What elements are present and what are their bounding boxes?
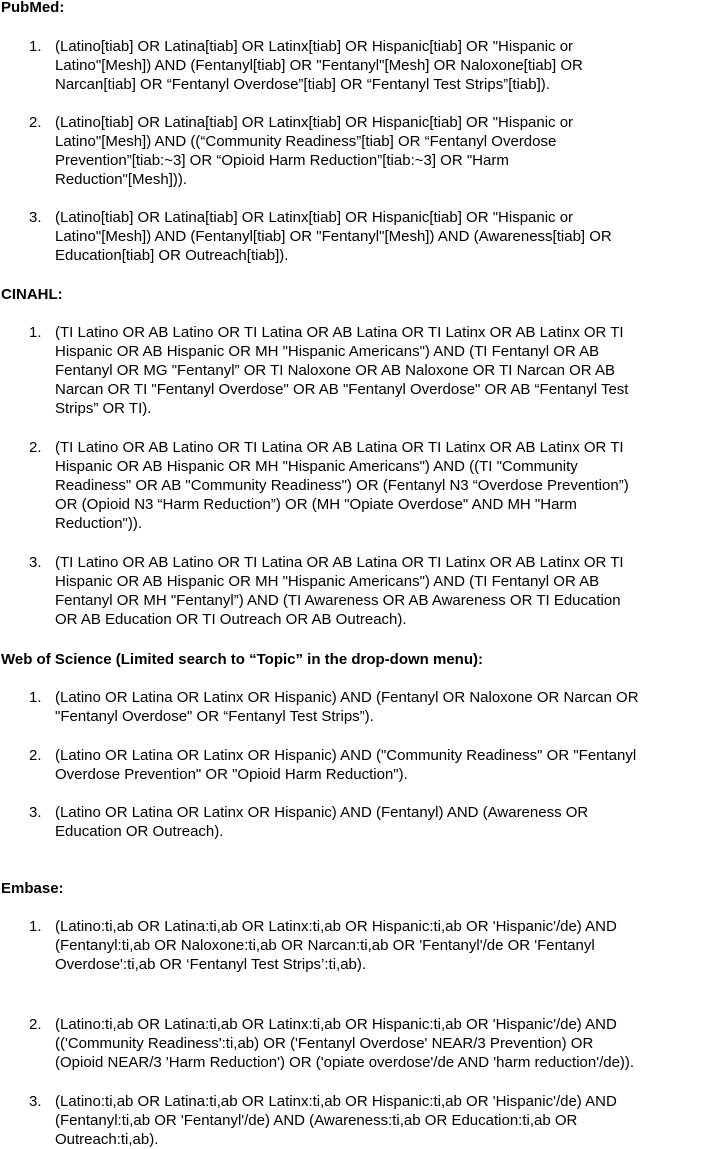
query-line: Latino"[Mesh]) AND ((“Community Readiness”[tiab] OR “Fentanyl Overdose [55,133,557,150]
query-line: (Fentanyl:ti,ab OR Naloxone:ti,ab OR Narcan:ti,ab OR 'Fentanyl'/de OR 'Fentanyl [55,937,595,954]
query-line: OR AB Education OR TI Outreach OR AB Outreach). [55,611,407,628]
list-number: 3. [29,209,42,226]
query-line: Readiness" OR AB "Community Readiness") OR (Fentanyl N3 “Overdose Prevention”) [55,477,629,494]
query-line: Reduction"[Mesh])). [55,171,188,188]
list-number: 2. [29,439,42,456]
list-number: 3. [29,1093,42,1110]
query-line: Hispanic OR AB Hispanic OR MH "Hispanic Americans") AND ((TI "Community [55,458,578,475]
list-number: 1. [29,324,42,341]
query-line: Overdose Prevention" OR "Opioid Harm Reduction"). [55,766,408,783]
list-number: 2. [29,1016,42,1033]
query-line: (TI Latino OR AB Latino OR TI Latina OR AB Latina OR TI Latinx OR AB Latinx OR TI [55,324,624,341]
list-number: 2. [29,114,42,131]
list-number: 1. [29,689,42,706]
query-line: Narcan OR TI "Fentanyl Overdose" OR AB "Fentanyl Overdose" OR AB “Fentanyl Test [55,381,629,398]
query-line: (('Community Readiness':ti,ab) OR ('Fentanyl Overdose' NEAR/3 Prevention) OR [55,1035,594,1052]
list-number: 2. [29,747,42,764]
query-line: Prevention”[tiab:~3] OR “Opioid Harm Reduction”[tiab:~3] OR "Harm [55,152,509,169]
query-line: Strips” OR TI). [55,400,152,417]
query-line: Overdose':ti,ab OR ‘Fentanyl Test Strips’:ti,ab). [55,956,367,973]
query-line: (Latino:ti,ab OR Latina:ti,ab OR Latinx:ti,ab OR Hispanic:ti,ab OR 'Hispanic'/de) AND [55,1016,617,1033]
query-line: (Latino OR Latina OR Latinx OR Hispanic) AND (Fentanyl OR Naloxone OR Narcan OR [55,689,639,706]
list-number: 3. [29,554,42,571]
query-line: (Latino[tiab] OR Latina[tiab] OR Latinx[tiab] OR Hispanic[tiab] OR "Hispanic or [55,114,574,131]
query-line: (Latino OR Latina OR Latinx OR Hispanic) AND (Fentanyl) AND (Awareness OR [55,804,589,821]
section-heading-embase: Embase: [1,880,64,897]
query-line: (TI Latino OR AB Latino OR TI Latina OR AB Latina OR TI Latinx OR AB Latinx OR TI [55,439,624,456]
query-line: Outreach:ti,ab). [55,1131,159,1148]
query-line: Hispanic OR AB Hispanic OR MH "Hispanic Americans") AND (TI Fentanyl OR AB [55,343,600,360]
list-number: 1. [29,38,42,55]
query-line: Reduction")). [55,515,143,532]
section-heading-cinahl: CINAHL: [1,286,63,303]
query-line: (Opioid NEAR/3 'Harm Reduction') OR ('opiate overdose'/de AND 'harm reduction'/de)). [55,1054,635,1071]
query-line: Education OR Outreach). [55,823,224,840]
query-line: (Latino:ti,ab OR Latina:ti,ab OR Latinx:ti,ab OR Hispanic:ti,ab OR 'Hispanic'/de) AND [55,918,617,935]
query-line: Latino"[Mesh]) AND (Fentanyl[tiab] OR "Fentanyl"[Mesh] OR Naloxone[tiab] OR [55,57,583,74]
query-line: "Fentanyl Overdose" OR “Fentanyl Test Strips”). [55,708,374,725]
query-line: (Fentanyl:ti,ab OR 'Fentanyl'/de) AND (Awareness:ti,ab OR Education:ti,ab OR [55,1112,578,1129]
section-heading-pubmed: PubMed: [1,0,65,16]
section-heading-web-of-science: Web of Science (Limited search to “Topic” in the drop-down menu): [1,651,483,668]
list-number: 3. [29,804,42,821]
query-line: (Latino[tiab] OR Latina[tiab] OR Latinx[tiab] OR Hispanic[tiab] OR "Hispanic or [55,209,574,226]
query-line: OR (Opioid N3 “Harm Reduction”) OR (MH "Opiate Overdose" AND MH "Harm [55,496,577,513]
query-line: (Latino OR Latina OR Latinx OR Hispanic) AND ("Community Readiness" OR "Fentanyl [55,747,637,764]
query-line: Narcan[tiab] OR “Fentanyl Overdose”[tiab] OR “Fentanyl Test Strips”[tiab]). [55,76,550,93]
query-line: Fentanyl OR MG "Fentanyl” OR TI Naloxone OR AB Naloxone OR TI Narcan OR AB [55,362,615,379]
query-line: (Latino[tiab] OR Latina[tiab] OR Latinx[tiab] OR Hispanic[tiab] OR "Hispanic or [55,38,574,55]
query-line: Fentanyl OR MH "Fentanyl”) AND (TI Awareness OR AB Awareness OR TI Education [55,592,621,609]
query-line: (TI Latino OR AB Latino OR TI Latina OR AB Latina OR TI Latinx OR AB Latinx OR TI [55,554,624,571]
query-line: Latino"[Mesh]) AND (Fentanyl[tiab] OR "Fentanyl"[Mesh]) AND (Awareness[tiab] OR [55,228,612,245]
query-line: (Latino:ti,ab OR Latina:ti,ab OR Latinx:ti,ab OR Hispanic:ti,ab OR 'Hispanic'/de) AND [55,1093,617,1110]
query-line: Hispanic OR AB Hispanic OR MH "Hispanic Americans") AND (TI Fentanyl OR AB [55,573,600,590]
list-number: 1. [29,918,42,935]
query-line: Education[tiab] OR Outreach[tiab]). [55,247,289,264]
